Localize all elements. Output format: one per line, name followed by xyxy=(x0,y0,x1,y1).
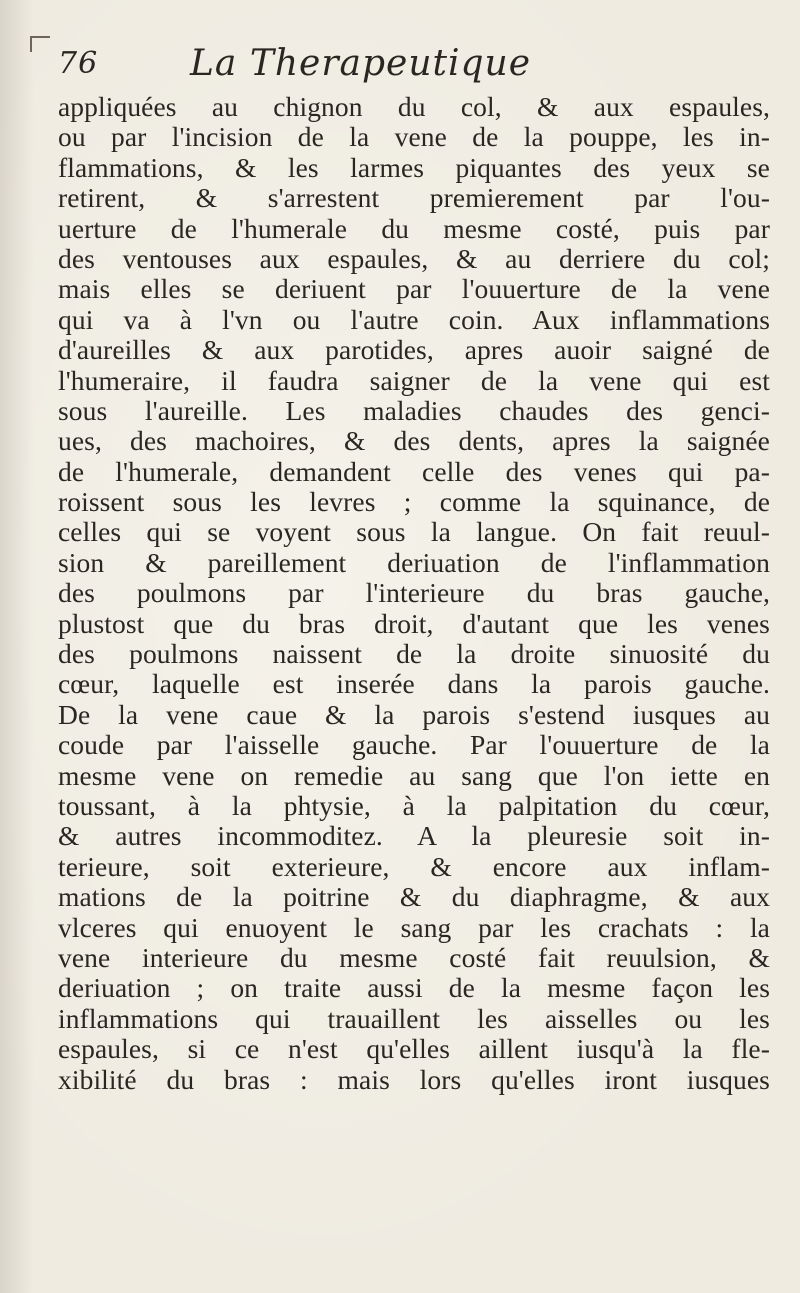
text-line: cœur, laquelle est inserée dans la parois gauche. xyxy=(58,668,770,700)
text-line: coude par l'aisselle gauche. Par l'ouuerture de la xyxy=(58,729,770,761)
text-line: qui va à l'vn ou l'autre coin. Aux inflammations xyxy=(58,303,770,335)
text-line: xibilité du bras : mais lors qu'elles iront iusques xyxy=(58,1063,770,1095)
text-line: & autres incommoditez. A la pleuresie soit in- xyxy=(58,820,770,852)
text-line: sous l'aureille. Les maladies chaudes des genci- xyxy=(58,394,770,426)
text-line: sion & pareillement deriuation de l'inflammation xyxy=(58,546,770,578)
page-header xyxy=(58,42,758,88)
text-line: l'humeraire, il faudra saigner de la vene qui est xyxy=(58,364,770,396)
text-line: des poulmons par l'interieure du bras gauche, xyxy=(58,577,770,609)
text-line: uerture de l'humerale du mesme costé, puis par xyxy=(58,212,770,244)
text-line: vene interieure du mesme costé fait reuulsion, & xyxy=(58,941,770,973)
text-line: ues, des machoires, & des dents, apres la saignée xyxy=(58,425,770,457)
text-line: ou par l'incision de la vene de la pouppe, les in- xyxy=(58,121,770,153)
text-line: vlceres qui enuoyent le sang par les crachats : la xyxy=(58,911,770,943)
text-line: roissent sous les levres ; comme la squinance, de xyxy=(58,486,770,518)
text-line: toussant, à la phtysie, à la palpitation du cœur, xyxy=(58,789,770,821)
text-line: espaules, si ce n'est qu'elles aillent iusqu'à la fle- xyxy=(58,1033,770,1065)
text-line: inflammations qui trauaillent les aisselles ou les xyxy=(58,1002,770,1034)
body-text xyxy=(58,92,770,1095)
text-line: deriuation ; on traite aussi de la mesme façon les xyxy=(58,972,770,1004)
text-line: flammations, & les larmes piquantes des yeux se xyxy=(58,151,770,183)
text-line: mations de la poitrine & du diaphragme, & aux xyxy=(58,881,770,913)
text-line: plustost que du bras droit, d'autant que les venes xyxy=(58,607,770,639)
text-line: mesme vene on remedie au sang que l'on iette en xyxy=(58,759,770,791)
text-line: terieure, soit exterieure, & encore aux inflam- xyxy=(58,850,770,882)
running-title: La Therapeutique xyxy=(190,43,532,84)
corner-crop-mark xyxy=(30,36,50,52)
text-line: celles qui se voyent sous la langue. On fait reuul- xyxy=(58,516,770,548)
text-line: de l'humerale, demandent celle des venes qui pa- xyxy=(58,455,770,487)
text-line: retirent, & s'arrestent premierement par l'ou- xyxy=(58,182,770,214)
binding-shadow xyxy=(0,0,34,1293)
text-line: appliquées au chignon du col, & aux espaules, xyxy=(58,91,770,122)
text-line: De la vene caue & la parois s'estend iusques au xyxy=(58,698,770,730)
text-line: mais elles se deriuent par l'ouuerture de la vene xyxy=(58,273,770,305)
page-number: 76 xyxy=(58,46,99,81)
text-line: des ventouses aux espaules, & au derriere du col; xyxy=(58,242,770,274)
text-line: d'aureilles & aux parotides, apres auoir saigné de xyxy=(58,334,770,366)
text-line: des poulmons naissent de la droite sinuosité du xyxy=(58,638,770,670)
